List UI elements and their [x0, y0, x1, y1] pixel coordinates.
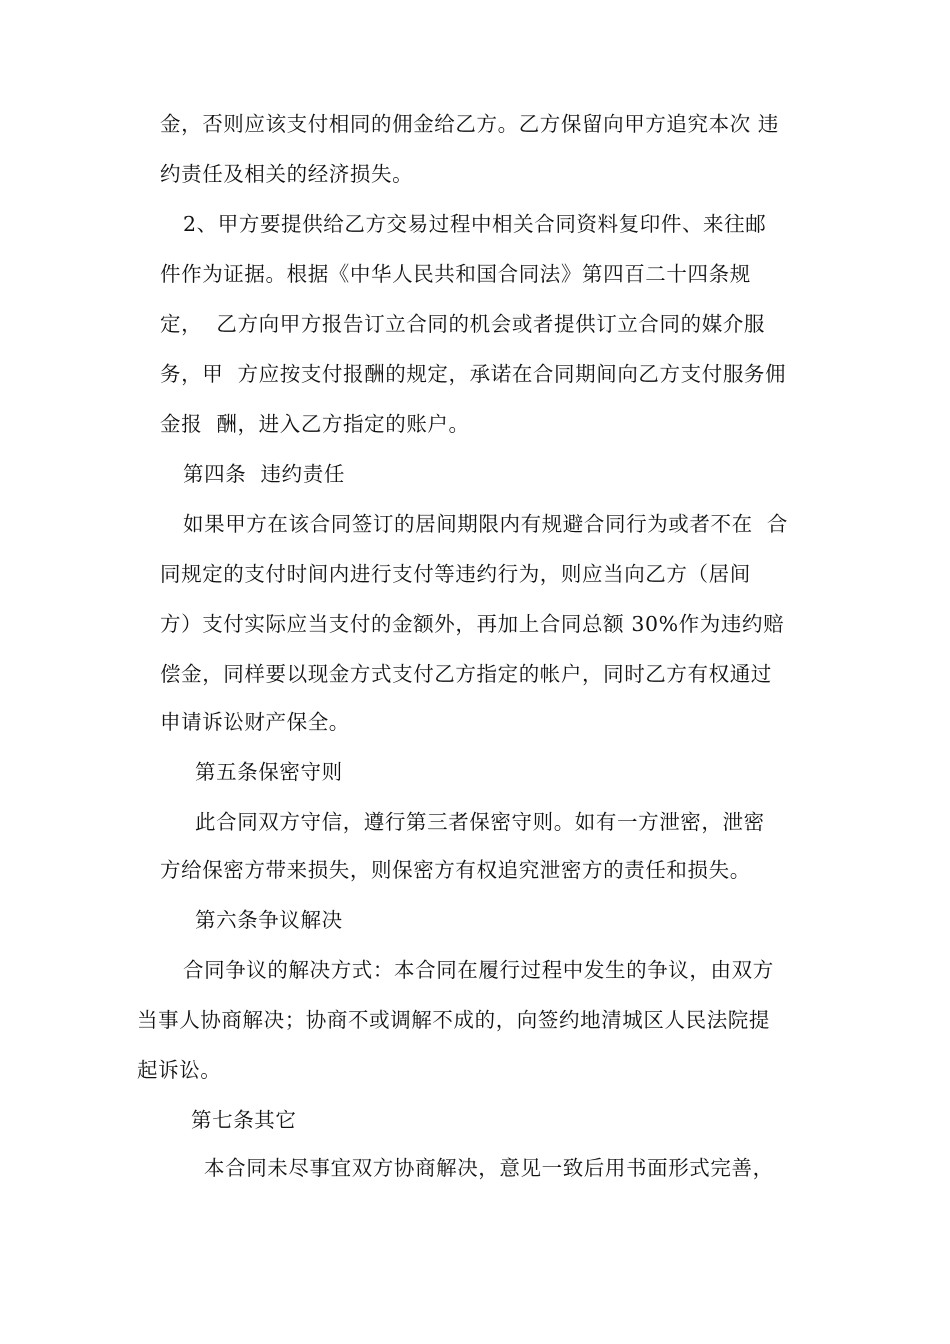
section-heading-6: 第六条争议解决 [195, 908, 343, 932]
text-line-22: 本合同未尽事宜双方协商解决，意见一致后用书面形式完善， [204, 1156, 774, 1180]
text-line-18: 合同争议的解决方式：本合同在履行过程中发生的争议，由双方 [183, 958, 774, 982]
text-line-10: 同规定的支付时间内进行支付等违约行为，则应当向乙方（居间 [160, 562, 751, 586]
text-line-1: 金，否则应该支付相同的佣金给乙方。乙方保留向甲方追究本次 违 [160, 112, 780, 136]
text-line-11: 方）支付实际应当支付的金额外，再加上合同总额 30%作为违约赔 [160, 612, 785, 636]
text-line-7: 金报 酬，进入乙方指定的账户。 [160, 412, 470, 436]
text-line-13: 申请诉讼财产保全。 [160, 710, 350, 734]
text-line-15: 此合同双方守信，遵行第三者保密守则。如有一方泄密，泄密 [195, 810, 765, 834]
text-line-4: 件作为证据。根据《中华人民共和国合同法》第四百二十四条规 [160, 262, 751, 286]
section-heading-4: 第四条 违约责任 [183, 462, 345, 486]
text-line-5: 定， 乙方向甲方报告订立合同的机会或者提供订立合同的媒介服 [160, 312, 766, 336]
text-line-3: 2、甲方要提供给乙方交易过程中相关合同资料复印件、来往邮 [183, 212, 767, 236]
text-line-12: 偿金，同样要以现金方式支付乙方指定的帐户，同时乙方有权通过 [160, 662, 772, 686]
text-line-19: 当事人协商解决；协商不或调解不成的，向签约地清城区人民法院提 [137, 1008, 770, 1032]
text-line-6: 务，甲 方应按支付报酬的规定，承诺在合同期间向乙方支付服务佣 [160, 362, 787, 386]
text-line-2: 约责任及相关的经济损失。 [160, 162, 414, 186]
section-heading-7: 第七条其它 [191, 1108, 297, 1132]
text-line-9: 如果甲方在该合同签订的居间期限内有规避合同行为或者不在 合 [183, 512, 789, 536]
section-heading-5: 第五条保密守则 [195, 760, 343, 784]
text-line-20: 起诉讼。 [137, 1058, 222, 1082]
text-line-16: 方给保密方带来损失，则保密方有权追究泄密方的责任和损失。 [160, 858, 751, 882]
